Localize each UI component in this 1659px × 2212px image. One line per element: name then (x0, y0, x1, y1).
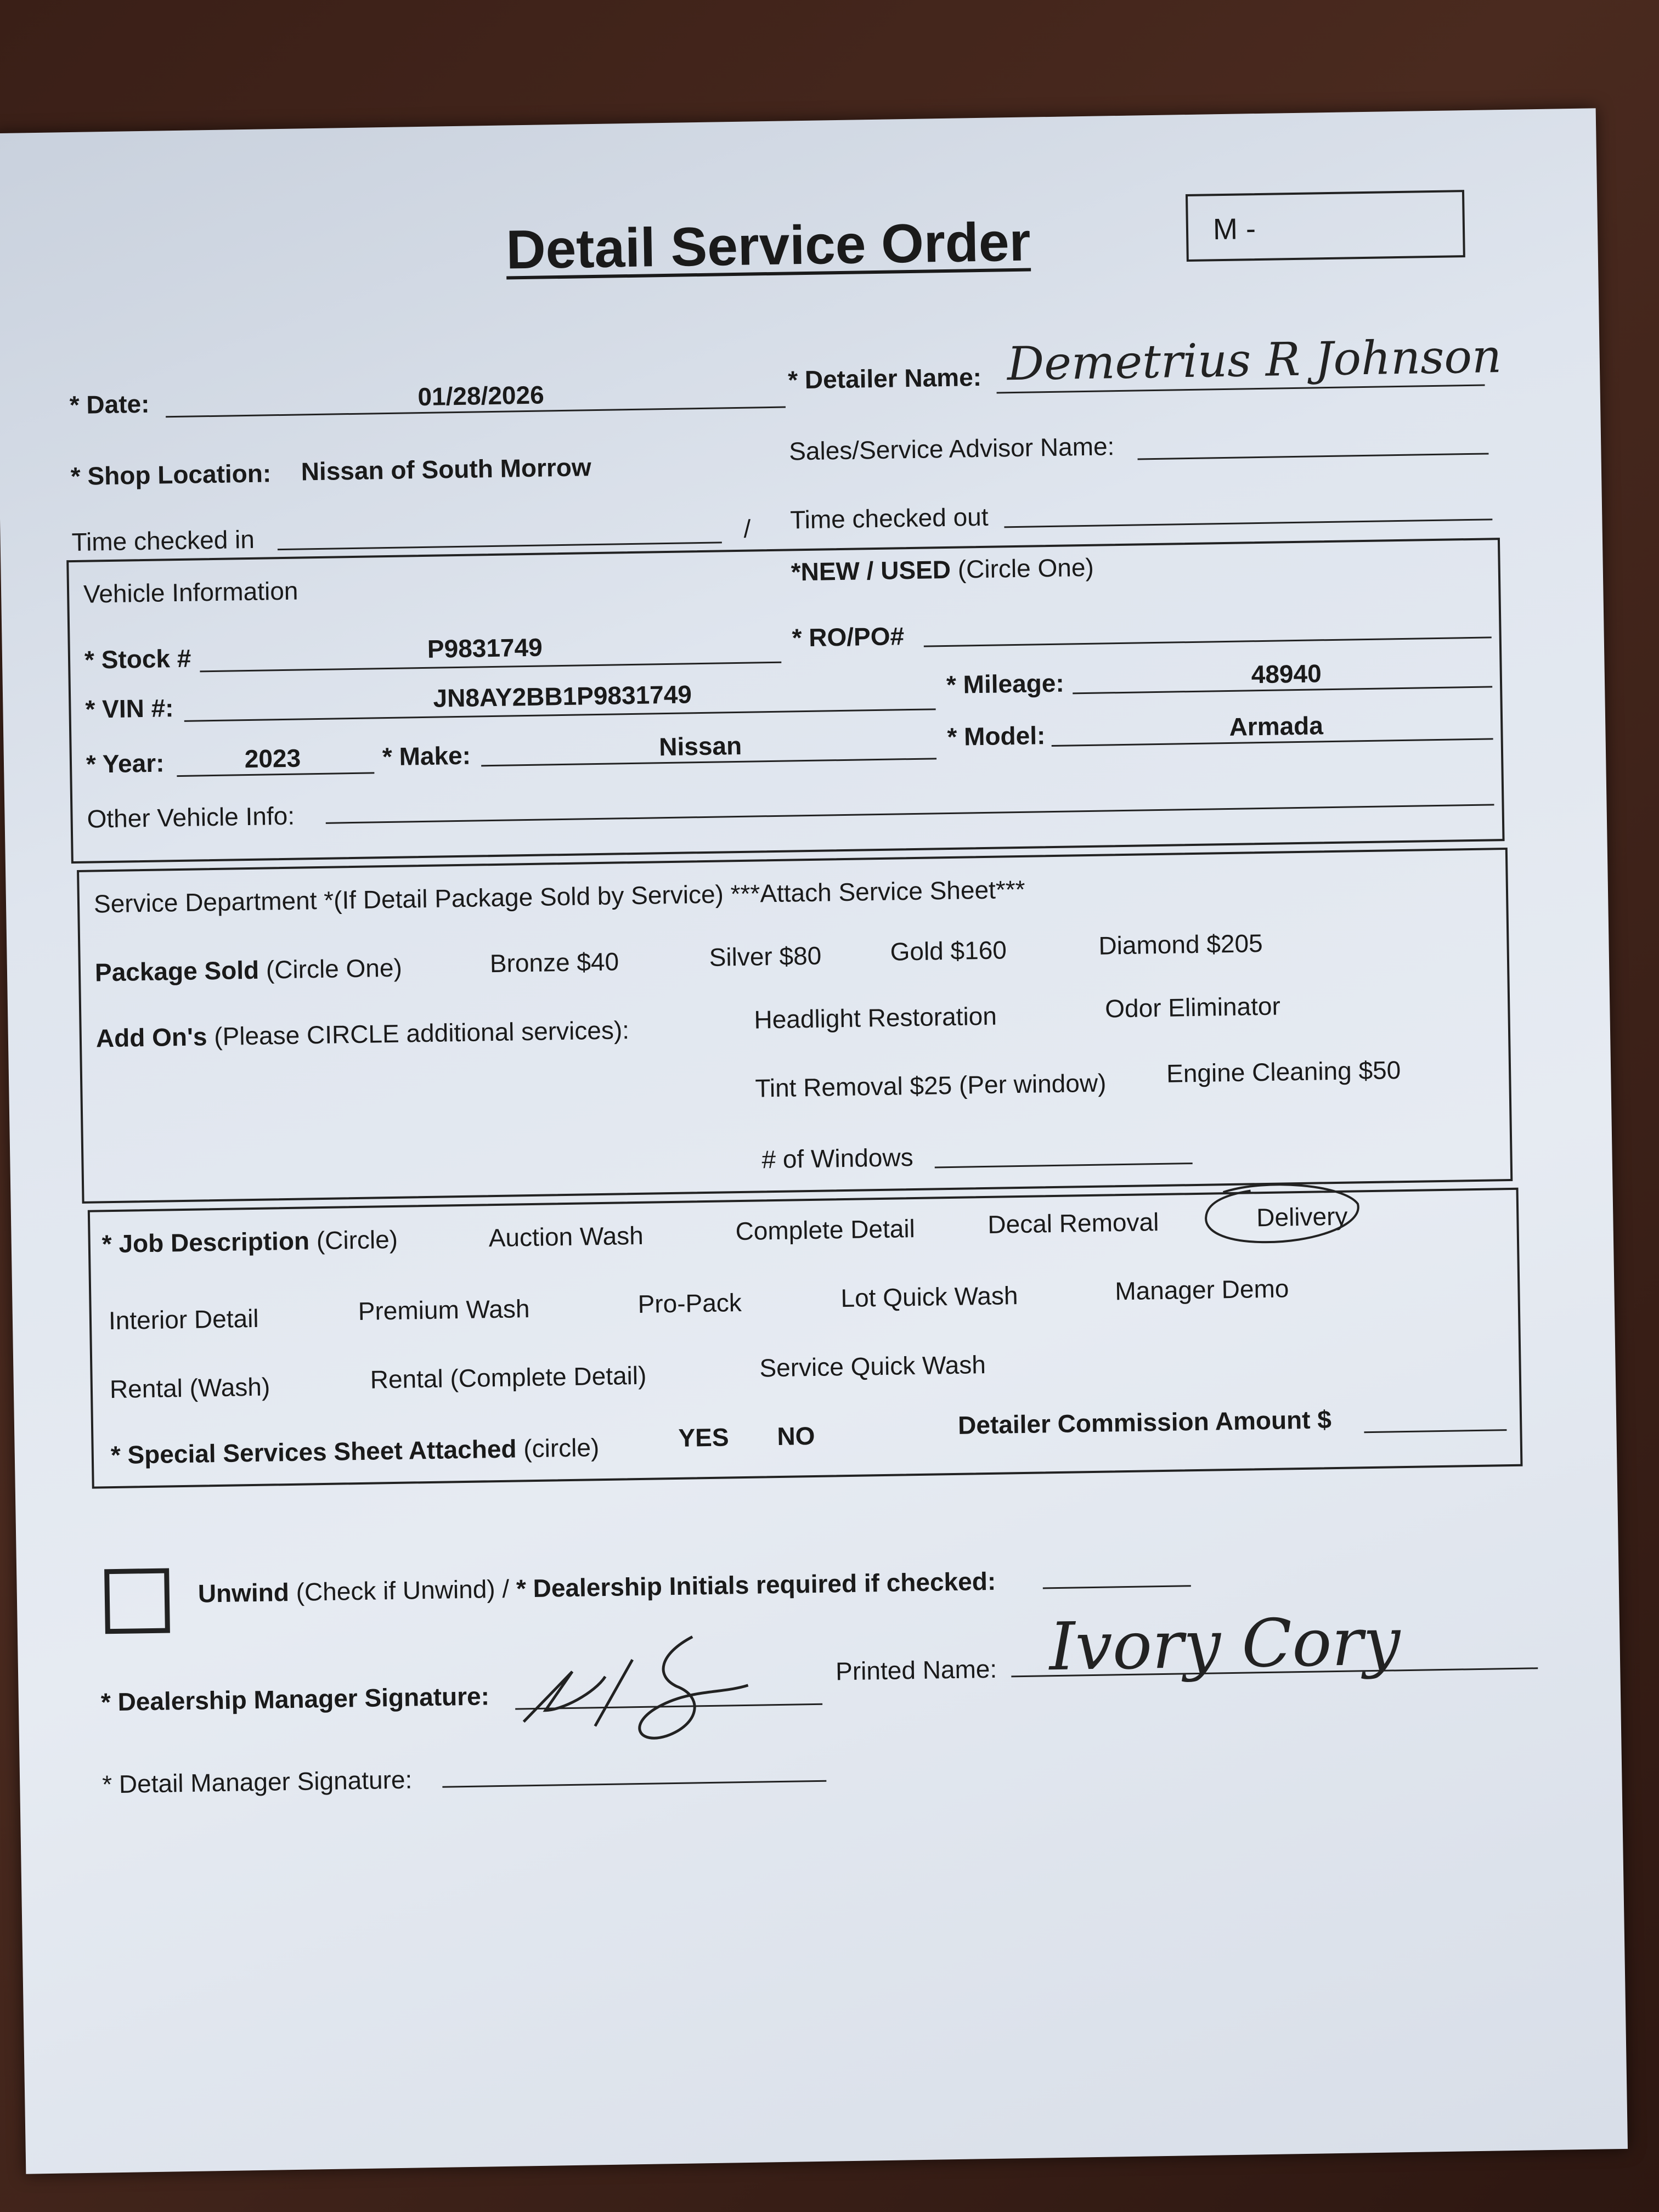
package-sold-title: Package Sold (94, 955, 259, 987)
unwind-checkbox[interactable] (104, 1568, 170, 1634)
package-option-silver[interactable]: Silver $80 (709, 941, 822, 972)
windows-count-label: # of Windows (761, 1143, 914, 1174)
new-used-label: *NEW / USED (791, 555, 951, 586)
vin-value[interactable]: JN8AY2BB1P9831749 (433, 680, 692, 713)
mileage-label: * Mileage: (946, 668, 1065, 699)
addon-tint-removal[interactable]: Tint Removal $25 (Per window) (755, 1068, 1107, 1103)
delivery-selection-circle (1201, 1179, 1361, 1253)
dealership-initials-line[interactable] (1043, 1585, 1191, 1589)
special-services-yes[interactable]: YES (678, 1423, 729, 1452)
addons-title: Add On's (95, 1022, 207, 1053)
vehicle-info-heading: Vehicle Information (83, 576, 298, 608)
make-label: * Make: (382, 741, 471, 771)
package-option-diamond[interactable]: Diamond $205 (1098, 929, 1263, 960)
stock-label: * Stock # (84, 644, 191, 674)
package-sold-note: (Circle One) (266, 953, 403, 984)
detailer-name-label: * Detailer Name: (787, 362, 982, 394)
advisor-name-label: Sales/Service Advisor Name: (788, 432, 1115, 466)
model-value[interactable]: Armada (1229, 711, 1324, 741)
job-option-service-quick-wash[interactable]: Service Quick Wash (759, 1350, 986, 1383)
time-in-label: Time checked in (71, 524, 255, 557)
vin-label: * VIN #: (85, 693, 174, 724)
unwind-label (198, 1566, 996, 1609)
job-option-manager-demo[interactable]: Manager Demo (1114, 1274, 1289, 1306)
job-option-decal-removal[interactable]: Decal Removal (988, 1207, 1159, 1239)
dealership-manager-signature (511, 1625, 760, 1750)
package-option-bronze[interactable]: Bronze $40 (489, 947, 619, 978)
dealership-initials-label: * Dealership Initials required if checked: (516, 1566, 996, 1603)
special-services-title: * Special Services Sheet Attached (110, 1434, 517, 1470)
new-used-note: (Circle One) (957, 552, 1094, 584)
job-description-label (101, 1224, 398, 1259)
job-option-pro-pack[interactable]: Pro-Pack (637, 1288, 742, 1318)
job-option-delivery[interactable]: Delivery (1256, 1201, 1348, 1232)
shop-location-label: * Shop Location: (70, 459, 272, 491)
mileage-value[interactable]: 48940 (1251, 659, 1322, 689)
year-label: * Year: (86, 748, 165, 778)
printed-name-value[interactable]: Ivory Cory (1048, 1604, 1401, 1686)
addon-engine-cleaning[interactable]: Engine Cleaning $50 (1166, 1056, 1401, 1088)
job-description-note: (Circle) (316, 1224, 398, 1255)
special-services-no[interactable]: NO (777, 1421, 815, 1451)
year-value[interactable]: 2023 (244, 743, 301, 774)
addon-odor-eliminator[interactable]: Odor Eliminator (1104, 991, 1281, 1023)
special-services-note: (circle) (523, 1433, 600, 1463)
job-option-complete-detail[interactable]: Complete Detail (735, 1214, 916, 1246)
date-value[interactable]: 01/28/2026 (417, 380, 545, 411)
make-value[interactable]: Nissan (658, 731, 742, 761)
service-order-form (0, 108, 1628, 2174)
detail-manager-signature-label: * Detail Manager Signature: (101, 1765, 413, 1799)
shop-location-value: Nissan of South Morrow (301, 453, 592, 486)
time-slash: / (743, 514, 751, 543)
unwind-title: Unwind (198, 1578, 290, 1608)
time-in-line[interactable] (278, 541, 722, 550)
job-option-rental-wash[interactable]: Rental (Wash) (109, 1372, 270, 1404)
time-out-label: Time checked out (789, 502, 989, 534)
detail-manager-signature-line[interactable] (442, 1780, 826, 1788)
job-option-premium-wash[interactable]: Premium Wash (358, 1294, 530, 1325)
model-label: * Model: (947, 721, 1046, 752)
stock-value[interactable]: P9831749 (427, 633, 543, 663)
job-option-rental-complete-detail[interactable]: Rental (Complete Detail) (370, 1361, 647, 1394)
ro-po-label: * RO/PO# (792, 622, 905, 652)
job-option-lot-quick-wash[interactable]: Lot Quick Wash (840, 1281, 1018, 1313)
order-number-prefix: M - (1212, 212, 1256, 246)
job-description-title: * Job Description (101, 1226, 310, 1259)
package-option-gold[interactable]: Gold $160 (890, 935, 1007, 966)
date-label: * Date: (69, 389, 150, 420)
order-number-box[interactable] (1186, 190, 1465, 262)
form-title: Detail Service Order (505, 211, 1031, 281)
job-option-auction-wash[interactable]: Auction Wash (488, 1221, 644, 1252)
printed-name-label: Printed Name: (835, 1654, 997, 1686)
job-option-interior-detail[interactable]: Interior Detail (108, 1304, 259, 1335)
new-used-choice[interactable] (791, 552, 1094, 587)
addons-note: (Please CIRCLE additional services): (213, 1015, 630, 1051)
package-sold-label (95, 953, 403, 988)
service-department-heading: Service Department *(If Detail Package Sold by Service) ***Attach Service Sheet*** (93, 874, 1025, 918)
addon-headlight-restoration[interactable]: Headlight Restoration (754, 1001, 997, 1034)
unwind-note: (Check if Unwind) / (296, 1574, 510, 1606)
time-out-line[interactable] (1004, 518, 1492, 528)
detailer-name-value[interactable]: Demetrius R Johnson (1007, 329, 1502, 391)
advisor-name-line[interactable] (1138, 453, 1489, 460)
other-vehicle-info-label: Other Vehicle Info: (87, 801, 295, 833)
commission-label: Detailer Commission Amount $ (957, 1405, 1332, 1440)
dealership-manager-signature-label: * Dealership Manager Signature: (100, 1681, 490, 1717)
